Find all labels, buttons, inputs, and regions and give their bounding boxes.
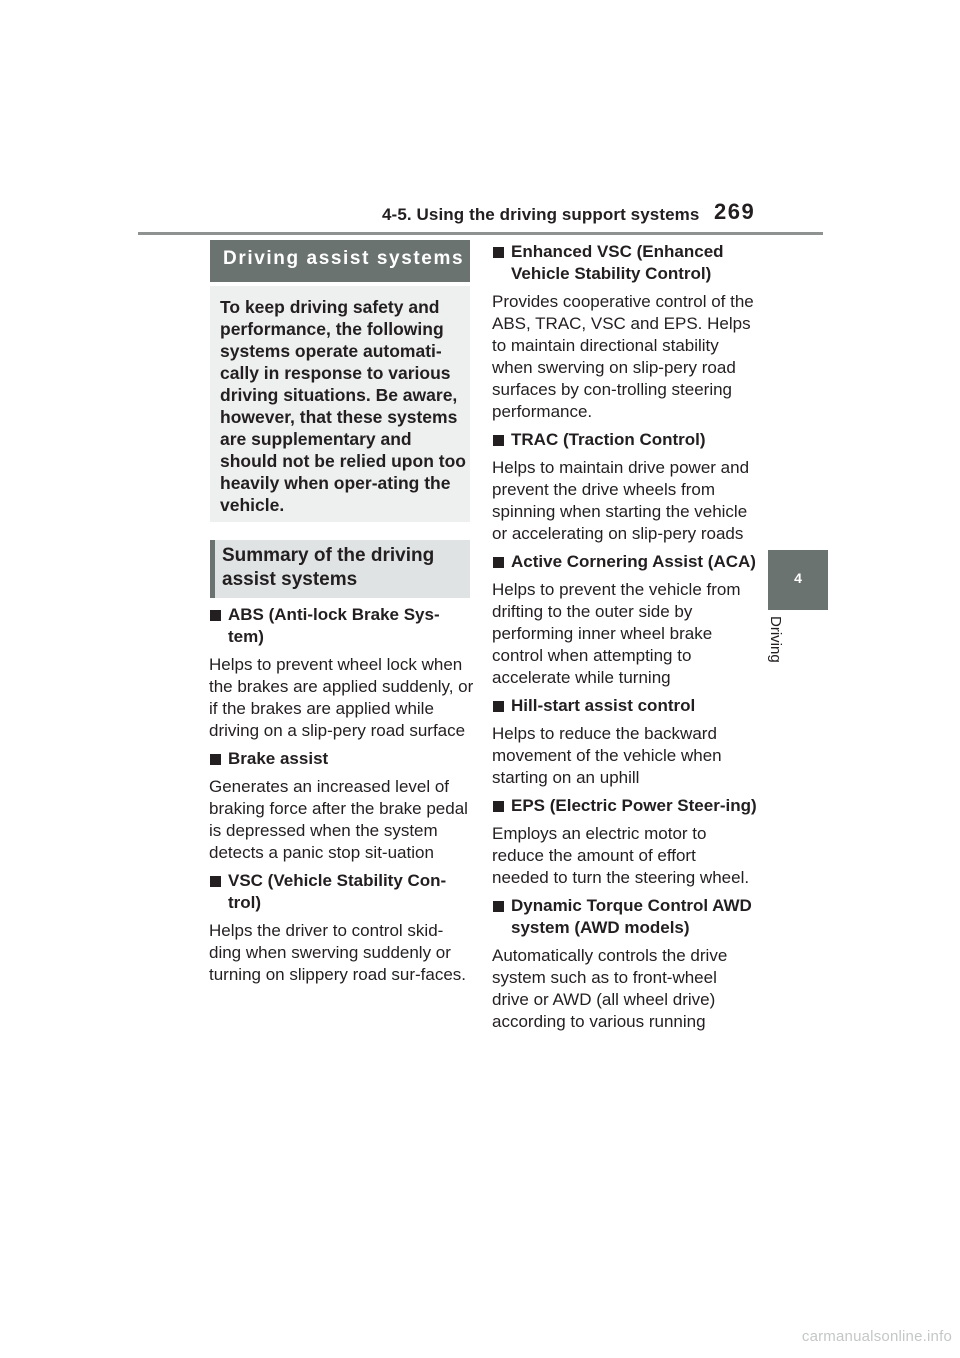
item-title: TRAC (Traction Control) bbox=[511, 430, 706, 449]
list-item bbox=[492, 895, 757, 1033]
bullet-icon bbox=[493, 435, 504, 446]
item-title: ABS (Anti-lock Brake Sys-tem) bbox=[228, 605, 440, 646]
item-body: Helps to reduce the backward movement of the vehicle when starting on an uphill bbox=[492, 724, 722, 787]
running-head bbox=[382, 199, 762, 235]
summary-heading: Summary of the driving assist systems bbox=[222, 545, 435, 590]
item-body: Helps the driver to control skid-ding when swerving suddenly or turning on slippery road sur-faces. bbox=[209, 921, 467, 984]
item-body: Provides cooperative control of the ABS, TRAC, VSC and EPS. Helps to maintain directional stability when swerving on slip-pery road surfaces by con-trolling steering performance. bbox=[492, 292, 754, 421]
right-column bbox=[492, 241, 757, 1039]
driving-assist-heading-bar bbox=[210, 240, 470, 282]
item-body: Generates an increased level of braking force after the brake pedal is depressed when the system detects a panic stop sit-uation bbox=[209, 777, 468, 862]
chapter-number: 4 bbox=[794, 570, 802, 586]
left-column bbox=[209, 604, 474, 992]
bullet-icon bbox=[493, 801, 504, 812]
list-item bbox=[492, 795, 757, 889]
item-title: Enhanced VSC (Enhanced Vehicle Stability Control) bbox=[511, 242, 724, 283]
list-item bbox=[492, 551, 757, 689]
item-title: Dynamic Torque Control AWD system (AWD models) bbox=[511, 896, 752, 937]
intro-text: To keep driving safety and performance, the following systems operate automati-cally in response to various driving situations. Be aware, however, that these systems are supplementary and should not be relied upon too heavily when oper-ating the vehicle. bbox=[220, 297, 466, 515]
chapter-label: Driving bbox=[767, 616, 784, 663]
bullet-icon bbox=[210, 610, 221, 621]
bullet-icon bbox=[210, 876, 221, 887]
item-title: Active Cornering Assist (ACA) bbox=[511, 552, 756, 571]
bullet-icon bbox=[493, 557, 504, 568]
list-item bbox=[209, 870, 474, 986]
list-item bbox=[492, 241, 757, 423]
item-body: Helps to prevent wheel lock when the brakes are applied suddenly, or if the brakes are applied while driving on a slip-pery road surface bbox=[209, 655, 474, 740]
item-body: Helps to prevent the vehicle from drifting to the outer side by performing inner wheel brake control when attempting to accelerate while turning bbox=[492, 580, 741, 687]
chapter-tab bbox=[768, 550, 828, 610]
list-item bbox=[492, 429, 757, 545]
item-body: Employs an electric motor to reduce the amount of effort needed to turn the steering wheel. bbox=[492, 824, 750, 887]
bullet-icon bbox=[493, 901, 504, 912]
item-body: Helps to maintain drive power and prevent the drive wheels from spinning when starting the vehicle or accelerating on slip-pery roads bbox=[492, 458, 750, 543]
watermark: carmanualsonline.info bbox=[801, 1328, 952, 1345]
driving-assist-heading: Driving assist systems bbox=[223, 248, 465, 269]
item-title: Hill-start assist control bbox=[511, 696, 696, 715]
item-title: Brake assist bbox=[228, 749, 329, 768]
item-title: EPS (Electric Power Steer-ing) bbox=[511, 796, 757, 815]
bullet-icon bbox=[210, 754, 221, 765]
bullet-icon bbox=[493, 247, 504, 258]
section-title: 4-5. Using the driving support systems bbox=[382, 205, 700, 224]
summary-heading-accent bbox=[210, 540, 215, 598]
summary-heading-bar bbox=[210, 540, 470, 598]
item-title: VSC (Vehicle Stability Con-trol) bbox=[228, 871, 447, 912]
bullet-icon bbox=[493, 701, 504, 712]
intro-box bbox=[210, 286, 470, 522]
list-item bbox=[492, 695, 757, 789]
item-body: Automatically controls the drive system such as to front-wheel drive or AWD (all wheel drive) according to various running bbox=[492, 946, 728, 1031]
list-item bbox=[209, 748, 474, 864]
page-number: 269 bbox=[714, 199, 756, 224]
list-item bbox=[209, 604, 474, 742]
chapter-label-container bbox=[767, 616, 804, 706]
header-rule bbox=[138, 232, 823, 235]
